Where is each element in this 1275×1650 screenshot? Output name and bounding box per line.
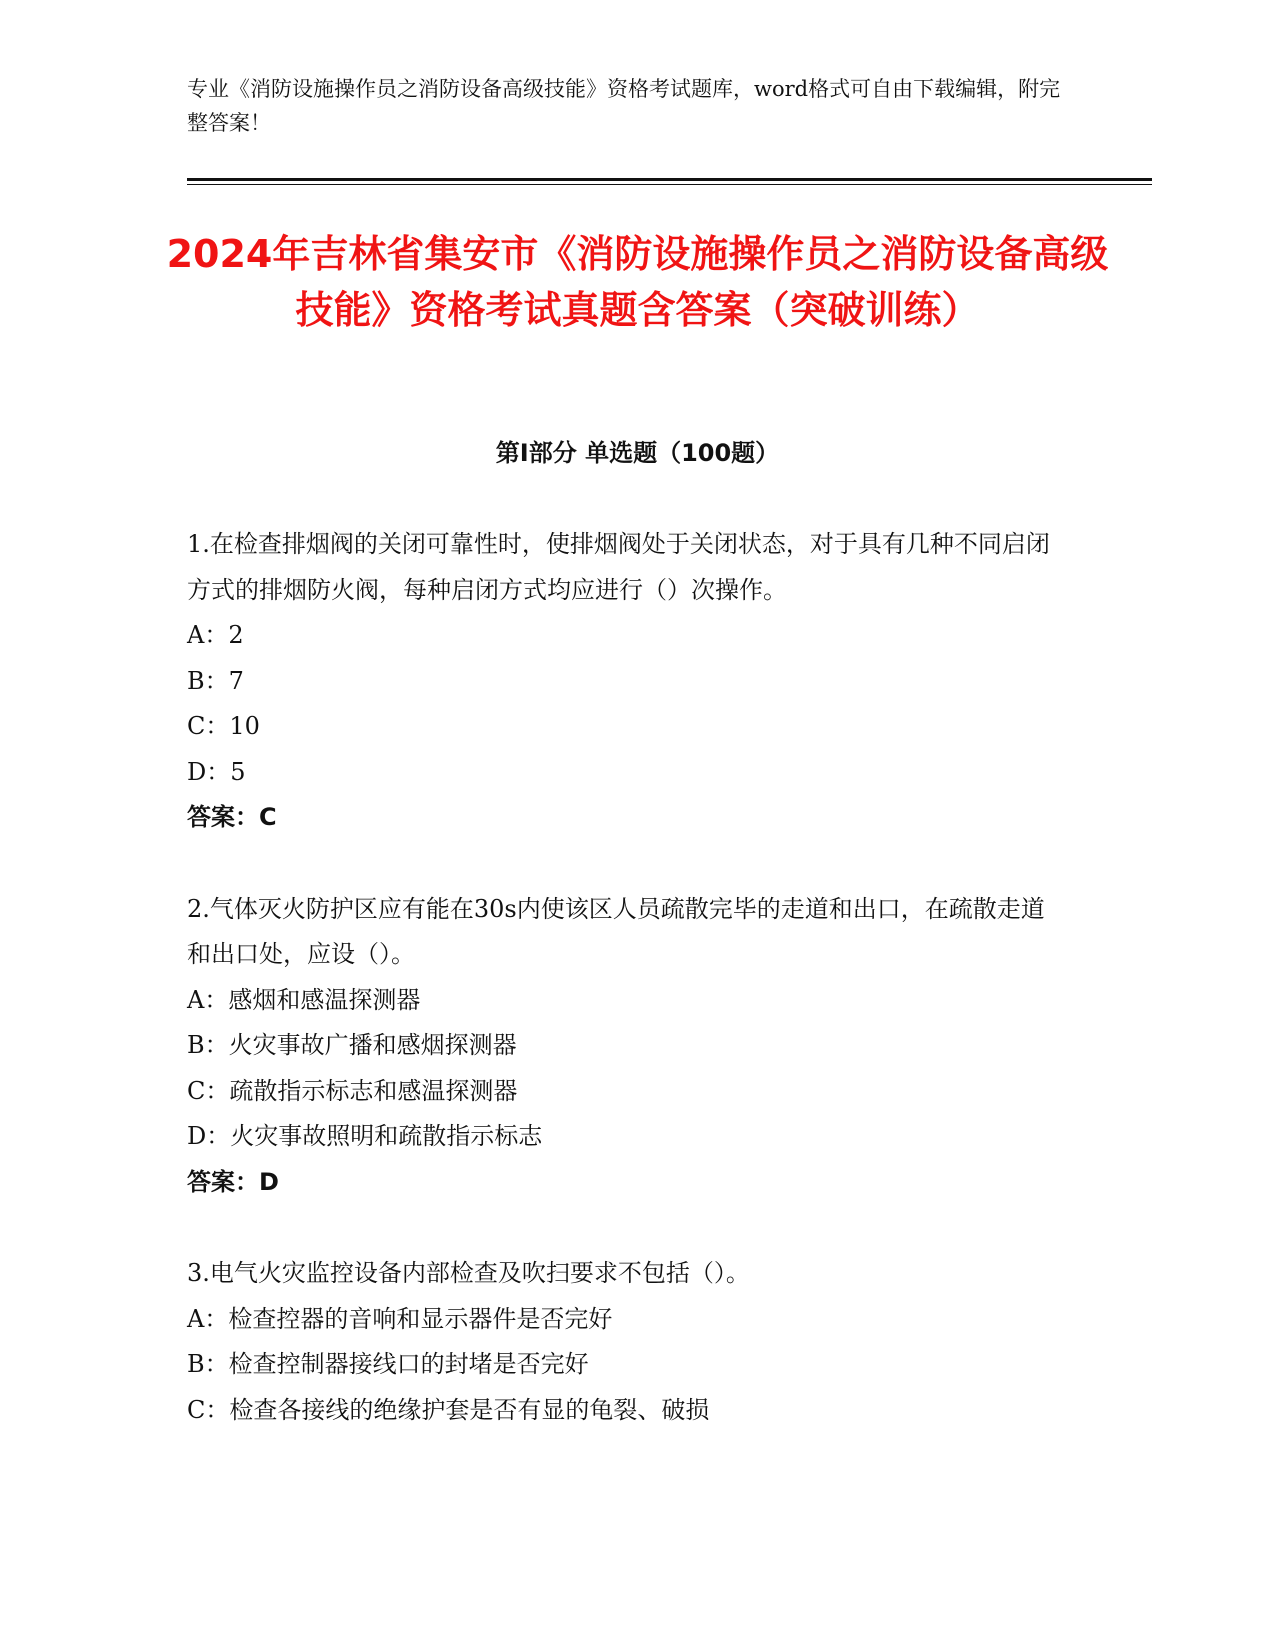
option-b: B：火灾事故广播和感烟探测器 <box>187 1031 517 1059</box>
question-text: 1.在检查排烟阀的关闭可靠性时，使排烟阀处于关闭状态，对于具有几种不同启闭方式的排烟防火阀，每种启闭方式均应进行（）次操作。 <box>187 530 1050 604</box>
section-title: 第I部分 单选题（100题） <box>495 439 780 467</box>
option-a: A：2 <box>187 621 244 649</box>
answer-line: 答案：C <box>187 803 277 831</box>
option-c: C：10 <box>187 712 260 740</box>
question-item <box>187 1251 1067 1433</box>
header-note: 专业《消防设施操作员之消防设备高级技能》资格考试题库，word格式可自由下载编辑，附完整答案！ <box>187 77 1061 135</box>
question-item <box>187 522 1067 841</box>
document-title: 2024年吉林省集安市《消防设施操作员之消防设备高级技能》资格考试真题含答案（突破训练） <box>166 232 1109 332</box>
option-c: C：疏散指示标志和感温探测器 <box>187 1076 518 1105</box>
question-item <box>187 887 1067 1206</box>
option-b: B：7 <box>187 666 244 695</box>
option-b: B：检查控制器接线口的封堵是否完好 <box>187 1350 589 1378</box>
question-list <box>187 522 1067 1479</box>
question-text: 3.电气火灾监控设备内部检查及吹扫要求不包括（）。 <box>187 1259 750 1287</box>
option-a: A：感烟和感温探测器 <box>187 985 421 1014</box>
header-divider-thin <box>187 184 1152 185</box>
option-a: A：检查控器的音响和显示器件是否完好 <box>187 1304 613 1333</box>
option-d: D：火灾事故照明和疏散指示标志 <box>187 1122 543 1150</box>
option-d: D：5 <box>187 757 246 786</box>
header-divider-thick <box>187 178 1152 181</box>
option-c: C：检查各接线的绝缘护套是否有显的龟裂、破损 <box>187 1395 710 1424</box>
question-text: 2.气体灭火防护区应有能在30s内使该区人员疏散完毕的走道和出口，在疏散走道和出口处，应设（）。 <box>187 894 1045 968</box>
answer-line: 答案：D <box>187 1167 279 1196</box>
